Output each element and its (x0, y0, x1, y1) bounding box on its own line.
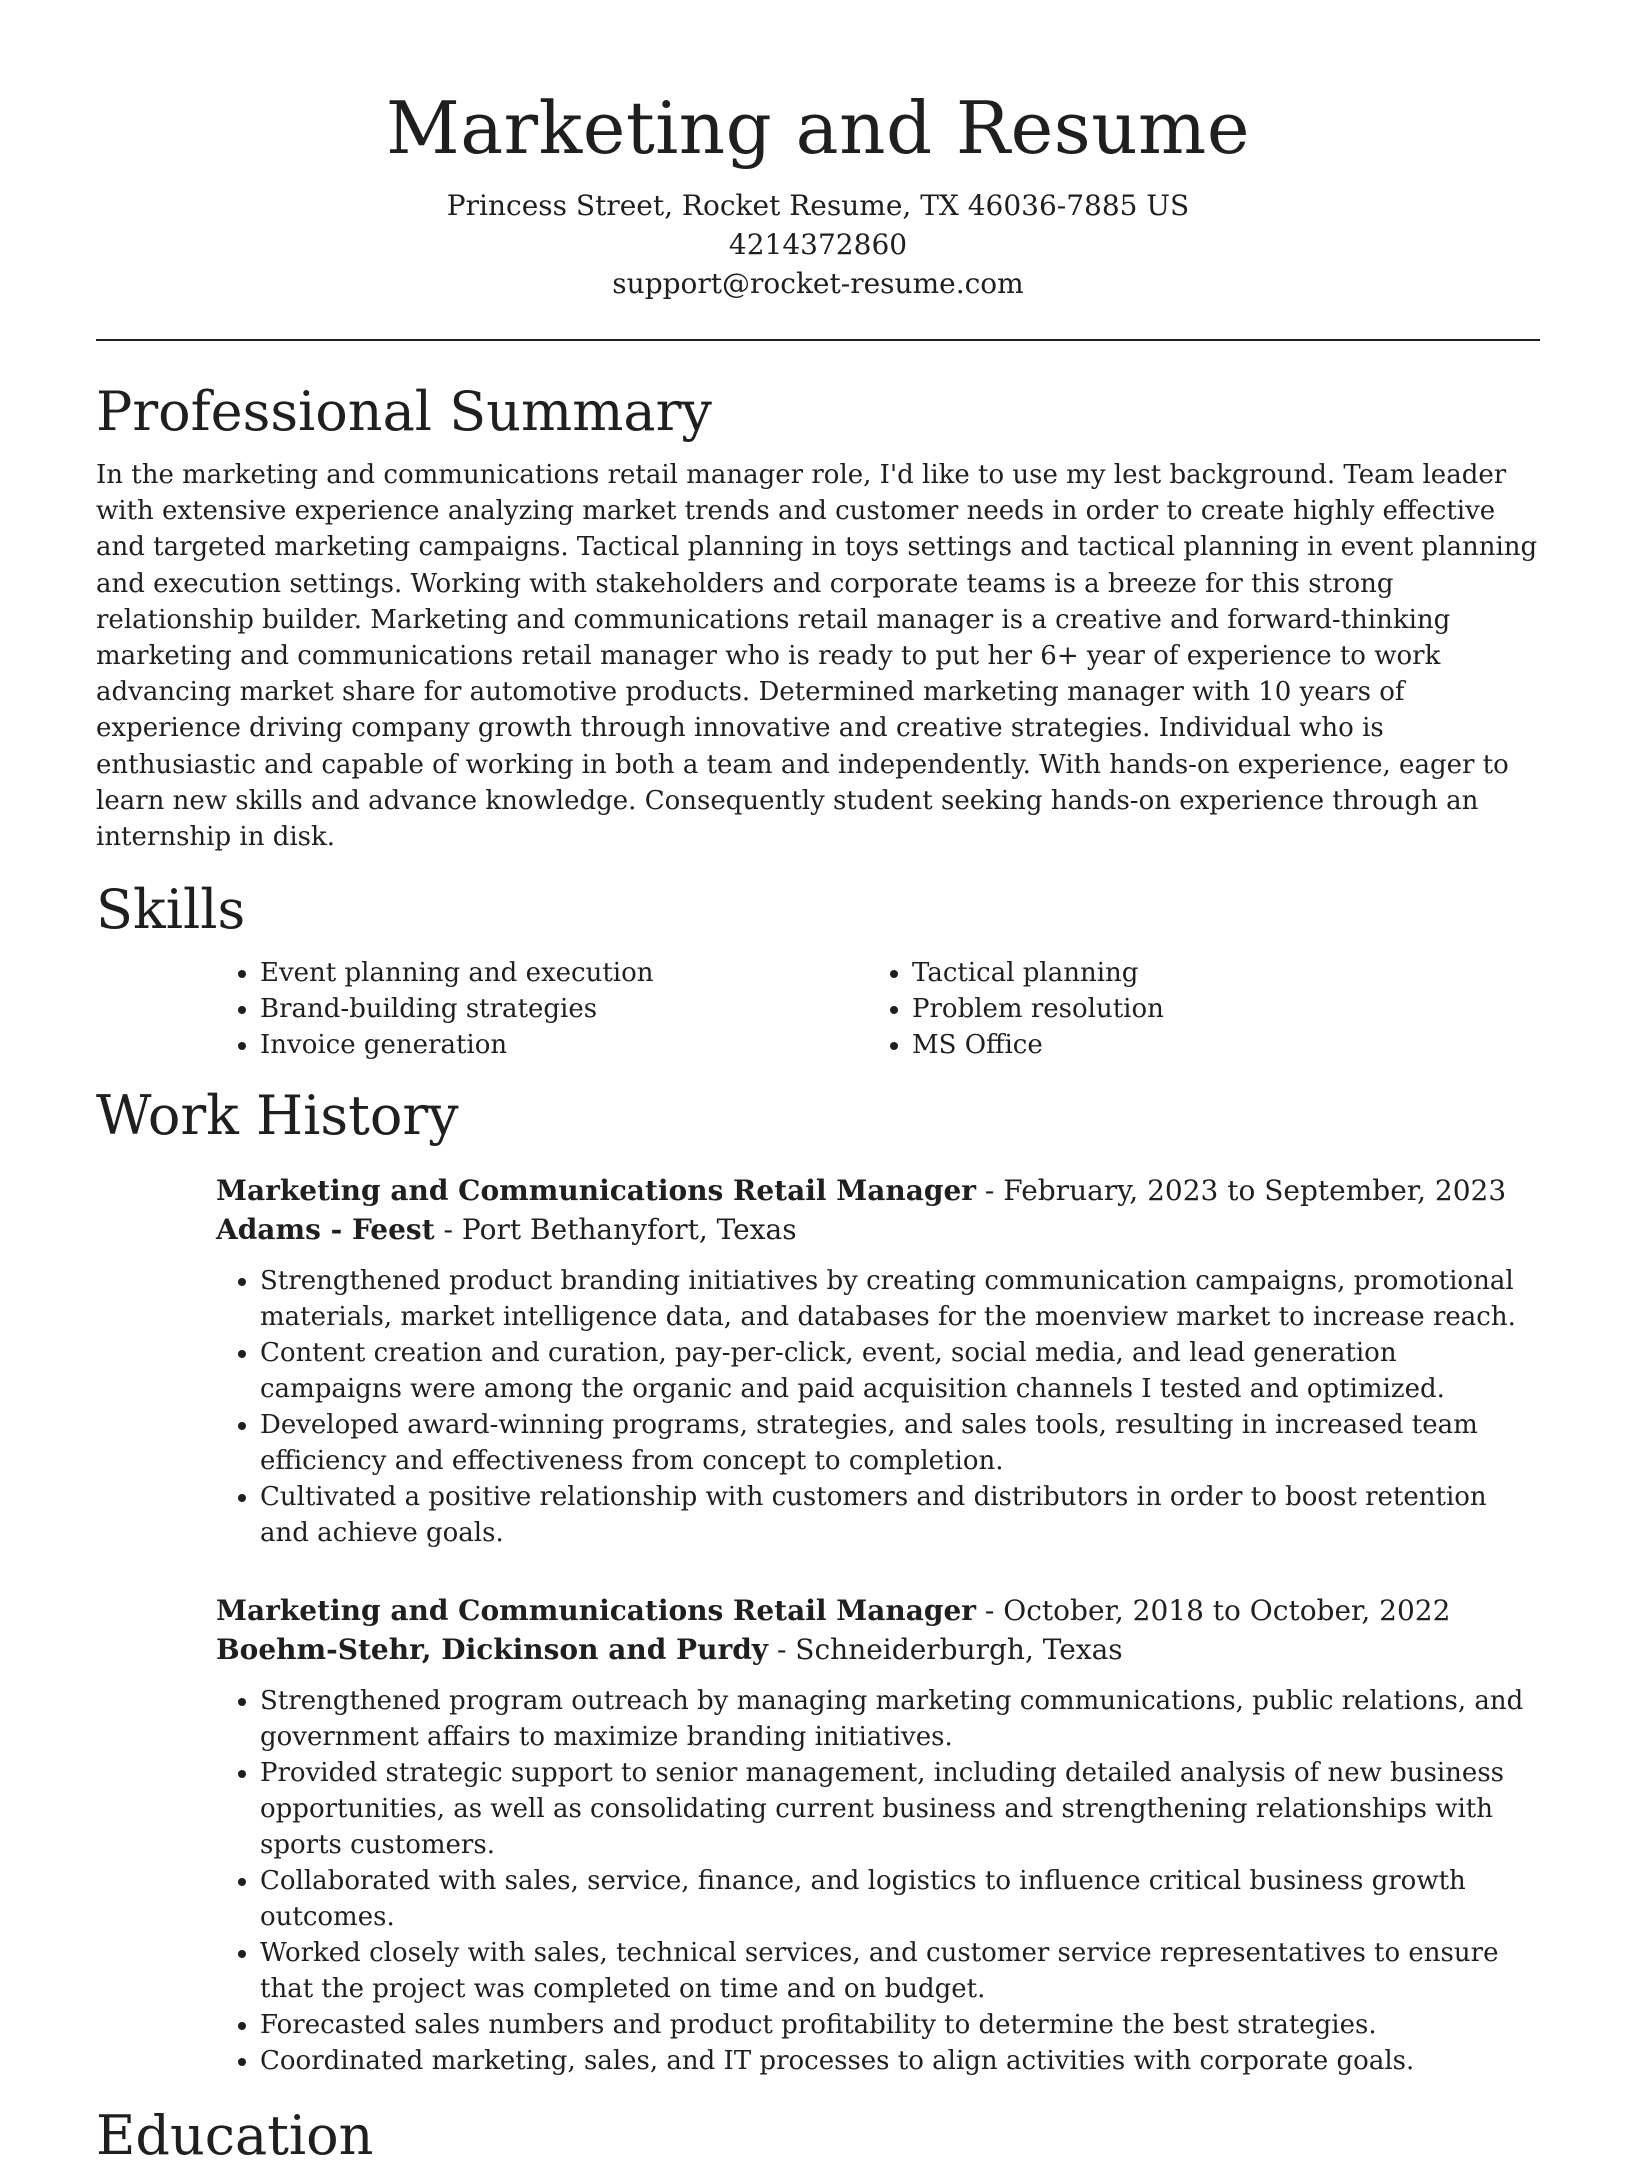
skill-item: • Problem resolution (912, 991, 1520, 1027)
skills-section (96, 879, 1540, 1063)
header-divider (96, 339, 1540, 341)
job-title-line (216, 1171, 1540, 1210)
skills-list-left (216, 955, 868, 1063)
job-entry (216, 1591, 1540, 2079)
job-bullet: • Strengthened program outreach by managing marketing communications, public relations, and government affairs to maximize branding initiatives. (260, 1683, 1540, 1755)
job-role: Marketing and Communications Retail Manager (216, 1594, 977, 1628)
section-title-work-history: Work History (96, 1084, 459, 1148)
job-company-line (216, 1630, 1540, 1669)
resume-header (96, 0, 1540, 303)
contact-address: Princess Street, Rocket Resume, TX 46036-7885 US (446, 189, 1190, 222)
skill-item: • Brand-building strategies (260, 991, 868, 1027)
contact-info (96, 186, 1540, 303)
skill-item: • Tactical planning (912, 955, 1520, 991)
job-entry (216, 1171, 1540, 1551)
skill-item: • Invoice generation (260, 1027, 868, 1063)
skill-item: • Event planning and execution (260, 955, 868, 991)
job-location: - Port Bethanyfort, Texas (434, 1213, 797, 1247)
section-title-education: Education (96, 2104, 374, 2167)
contact-email: support@rocket-resume.com (612, 267, 1024, 300)
resume-name: Marketing and Resume (386, 86, 1250, 170)
job-company: Adams - Feest (216, 1213, 435, 1247)
job-dates: - February, 2023 to September, 2023 (976, 1174, 1507, 1208)
work-history-section (96, 1085, 1540, 2079)
job-company: Boehm-Stehr, Dickinson and Purdy (216, 1633, 769, 1667)
section-title-skills: Skills (96, 878, 246, 942)
summary-section (96, 381, 1540, 855)
job-location: - Schneiderburgh, Texas (768, 1633, 1123, 1667)
skill-item: • MS Office (912, 1027, 1520, 1063)
job-dates: - October, 2018 to October, 2022 (976, 1594, 1451, 1628)
job-bullet: • Content creation and curation, pay-per-click, event, social media, and lead generation campaigns were among the organic and paid acquisition channels I tested and optimized. (260, 1335, 1540, 1407)
section-title-summary: Professional Summary (96, 380, 712, 443)
job-bullet: • Collaborated with sales, service, finance, and logistics to influence critical business growth outcomes. (260, 1863, 1540, 1935)
job-company-line (216, 1210, 1540, 1249)
job-bullet: • Provided strategic support to senior management, including detailed analysis of new business opportunities, as well as consolidating current business and strengthening relationships with sports customers. (260, 1755, 1540, 1863)
skills-list-right (868, 955, 1520, 1063)
summary-text: In the marketing and communications retail manager role, I'd like to use my lest background. Team leader with extensive experience analyzing market trends and customer needs in order to create highly effective and targeted marketing campaigns. Tactical planning in toys settings and tactical planning in event planning and execution settings. Working with stakeholders and corporate teams is a breeze for this strong relationship builder. Marketing and communications retail manager is a creative and forward-thinking marketing and communications retail manager who is ready to put her 6+ year of experience to work advancing market share for automotive products. Determined marketing manager with 10 years of experience driving company growth through innovative and creative strategies. Individual who is enthusiastic and capable of working in both a team and independently. With hands-on experience, eager to learn new skills and advance knowledge. Consequently student seeking hands-on experience through an internship in disk. (96, 460, 1538, 853)
resume-page (96, 0, 1540, 2167)
education-section (96, 2105, 1540, 2167)
job-bullet: • Developed award-winning programs, strategies, and sales tools, resulting in increased team efficiency and effectiveness from concept to completion. (260, 1407, 1540, 1479)
job-bullet: • Worked closely with sales, technical services, and customer service representatives to ensure that the project was completed on time and on budget. (260, 1935, 1540, 2007)
job-title-line (216, 1591, 1540, 1630)
job-role: Marketing and Communications Retail Manager (216, 1174, 977, 1208)
skills-grid (216, 955, 1540, 1063)
job-bullet: • Strengthened product branding initiatives by creating communication campaigns, promotional materials, market intelligence data, and databases for the moenview market to increase reach. (260, 1263, 1540, 1335)
contact-phone: 4214372860 (728, 228, 908, 261)
job-bullet: • Cultivated a positive relationship with customers and distributors in order to boost retention and achieve goals. (260, 1479, 1540, 1551)
job-bullet-list (216, 1683, 1540, 2079)
job-bullet: • Coordinated marketing, sales, and IT processes to align activities with corporate goals. (260, 2043, 1540, 2079)
job-bullet-list (216, 1263, 1540, 1551)
job-bullet: • Forecasted sales numbers and product profitability to determine the best strategies. (260, 2007, 1540, 2043)
